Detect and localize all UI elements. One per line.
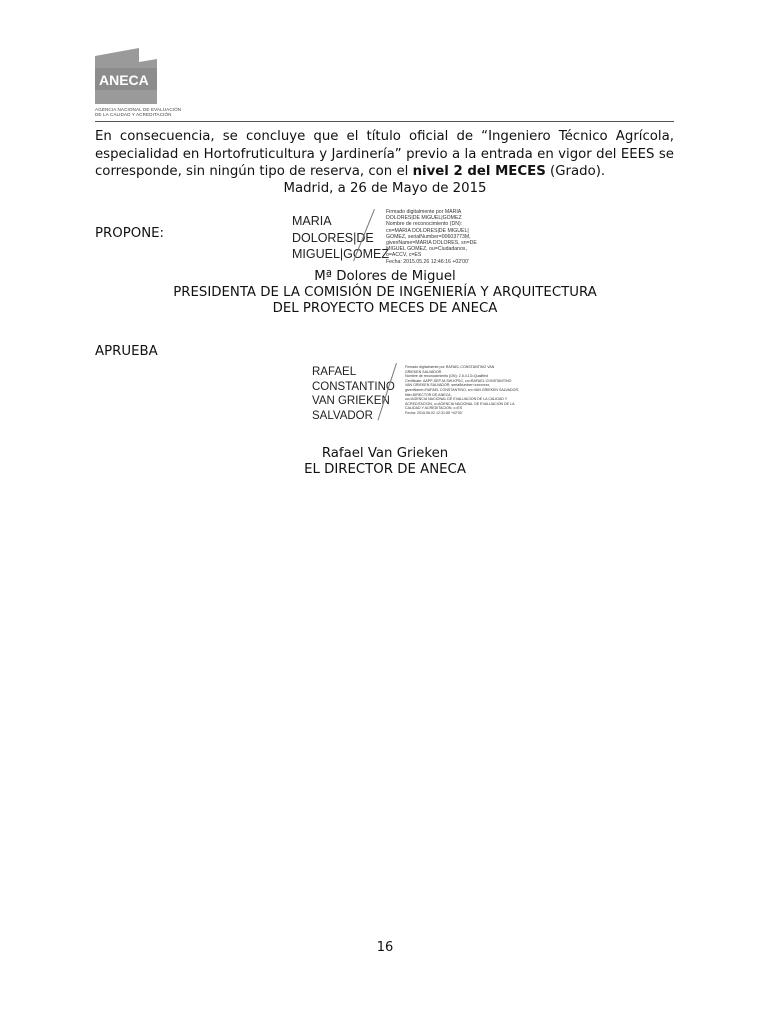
sig-detail-line: ACREDITACION, o=AGENCIA NACIONAL DE EVALUACION DE LA — [405, 401, 515, 406]
propone-signer-name: Mª Dolores de Miguel — [314, 269, 456, 284]
conclusion-paragraph — [95, 128, 674, 181]
sig-detail-line: cn=MARIA DOLORES|DE MIGUEL| — [386, 227, 469, 234]
sig-detail-line: o=ACCV, c=ES — [386, 252, 422, 259]
paragraph-text-2: (Grado). — [545, 164, 606, 180]
sig-detail-line: MIGUEL GOMEZ, ou=Ciudadanos, — [386, 246, 467, 253]
sig-name-line: CONSTANTINO — [312, 380, 395, 393]
sig-name-line: SALVADOR — [312, 409, 373, 422]
sig-detail-line: GRIEKEN SALVADOR — [405, 369, 442, 374]
logo-text: ANECA — [99, 72, 149, 88]
signature-name-propone — [292, 213, 389, 263]
logo-subtitle-line1: AGENCIA NACIONAL DE EVALUACIÓN — [95, 107, 182, 112]
sig-detail-line: DOLORES|DE MIGUEL|GOMEZ — [386, 215, 462, 222]
signature-name-aprueba — [312, 365, 395, 423]
sig-name-line: RAFAEL — [312, 366, 357, 378]
sig-detail-line: Fecha: 2015.05.26 12:46:16 +02'00' — [386, 258, 469, 265]
sig-detail-line: GOMEZ, serialNumber=00603773M, — [386, 233, 471, 240]
signature-details-aprueba — [405, 365, 519, 416]
sig-detail-line: ou=AGENCIA NACIONAL DE EVALUACION DE LA CALIDAD Y — [405, 397, 508, 402]
propone-signer-title-2: DEL PROYECTO MECES DE ANECA — [272, 301, 498, 316]
header-rule — [95, 121, 674, 122]
aneca-logo — [95, 48, 157, 104]
sig-name-line: VAN GRIEKEN — [312, 395, 390, 407]
signature-block-aprueba — [312, 365, 520, 425]
propone-signer-title-1: PRESIDENTA DE LA COMISIÓN DE INGENIERÍA Y ARQUITECTURA — [173, 285, 597, 300]
aprueba-signer-name: Rafael Van Grieken — [321, 446, 449, 461]
sig-name-line: MIGUEL|GOMEZ — [292, 247, 390, 261]
date-line: Madrid, a 26 de Mayo de 2015 — [283, 181, 487, 196]
sig-name-line: MARIA — [292, 214, 332, 228]
signature-block-propone — [292, 209, 492, 265]
signature-details-propone — [386, 209, 477, 265]
sig-detail-line: VAN GRIEKEN SALVADOR, serialNumber=xxxxxxxx, — [405, 383, 491, 388]
sig-detail-line: Certificate: AAPP-SEP-M-SW-KPSC, cn=RAFAEL CONSTANTINO — [405, 378, 512, 383]
page-number: 16 — [376, 940, 394, 955]
meces-level: nivel 2 del MECES — [412, 164, 546, 180]
sig-detail-line: Fecha: 2015.06.02 12:31:55 +02'00' — [405, 410, 463, 415]
logo-subtitle — [95, 107, 181, 118]
sig-detail-line: Nombre de reconocimiento (DN): 2.5.4.13=Qualified — [405, 374, 488, 379]
sig-detail-line: Firmado digitalmente por MARIA — [386, 209, 462, 215]
sig-name-line: DOLORES|DE — [292, 230, 374, 245]
sig-detail-line: Nombre de reconocimiento (DN): — [386, 221, 463, 228]
sig-detail-line: Firmado digitalmente por RAFAEL CONSTANTINO VAN — [405, 365, 495, 369]
sig-detail-line: title=DIRECTOR DE ANECA, — [405, 392, 452, 397]
aprueba-label: APRUEBA — [95, 344, 158, 359]
aprueba-signer-title: EL DIRECTOR DE ANECA — [304, 462, 466, 477]
propone-label: PROPONE: — [95, 226, 165, 241]
sig-detail-line: givenName=MARIA DOLORES, sn=DE — [386, 240, 477, 247]
paragraph-text-1: En consecuencia, se concluye que el título oficial de “Ingeniero Técnico Agrícola, especialidad en Hortofruticultura y Jardinería” previo a la entrada en vigor del EEES se corresponde, sin ningún tipo de reserva, con el — [95, 129, 674, 180]
sig-detail-line: CALIDAD Y ACREDITACION, c=ES — [405, 406, 463, 411]
aneca-logo-mark — [95, 48, 157, 104]
sig-detail-line: givenName=RAFAEL CONSTANTINO, sn=VAN GRIEKEN SALVADOR, — [405, 387, 520, 392]
logo-subtitle-line2: DE LA CALIDAD Y ACREDITACIÓN — [95, 112, 172, 118]
